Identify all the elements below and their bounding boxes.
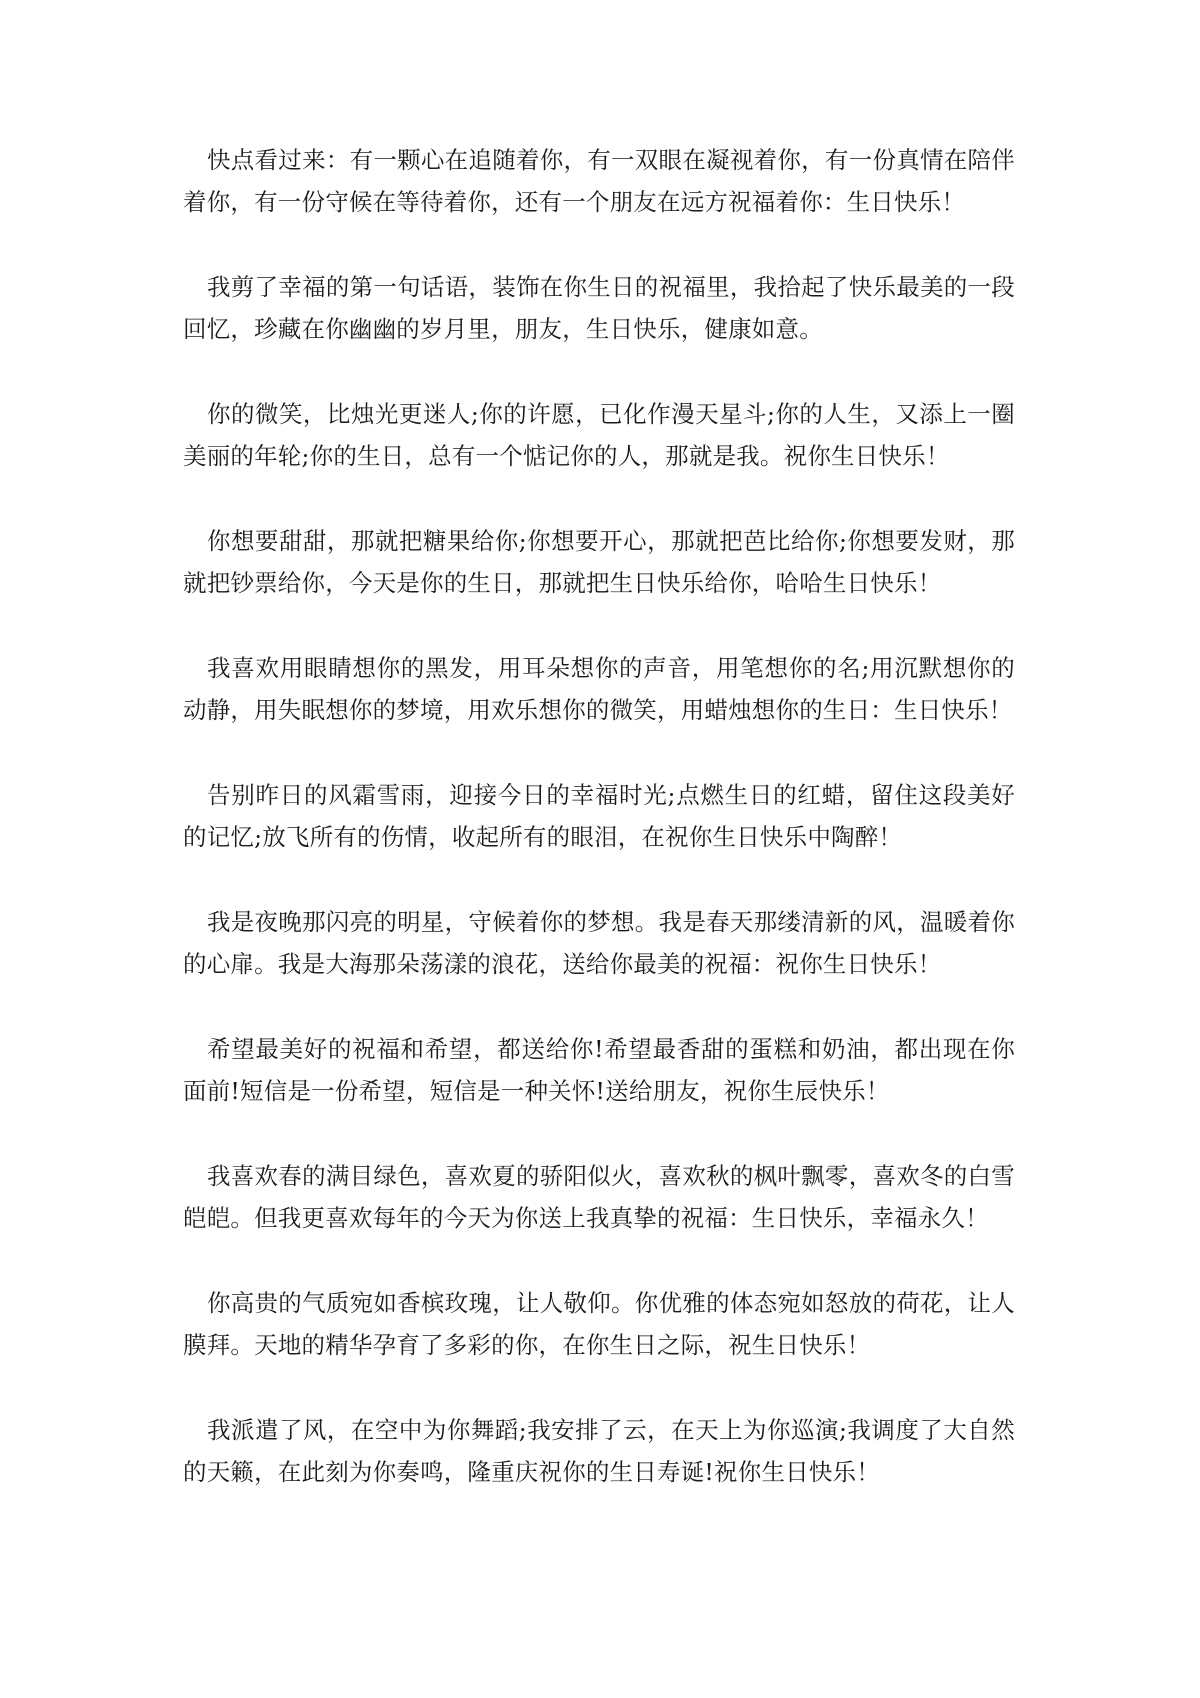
paragraph: 我是夜晚那闪亮的明星，守候着你的梦想。我是春天那缕清新的风，温暖着你的心扉。我是大海那朵荡漾的浪花，送给你最美的祝福：祝你生日快乐！ bbox=[183, 908, 1015, 978]
paragraph: 快点看过来：有一颗心在追随着你，有一双眼在凝视着你，有一份真情在陪伴着你，有一份守候在等待着你，还有一个朋友在远方祝福着你：生日快乐！ bbox=[183, 146, 1015, 216]
paragraph: 我喜欢春的满目绿色，喜欢夏的骄阳似火，喜欢秋的枫叶飘零，喜欢冬的白雪皑皑。但我更喜欢每年的今天为你送上我真挚的祝福：生日快乐，幸福永久！ bbox=[183, 1162, 1015, 1232]
paragraph: 你想要甜甜，那就把糖果给你;你想要开心，那就把芭比给你;你想要发财，那就把钞票给你，今天是你的生日，那就把生日快乐给你，哈哈生日快乐！ bbox=[183, 527, 1015, 597]
paragraph: 你高贵的气质宛如香槟玫瑰，让人敬仰。你优雅的体态宛如怒放的荷花，让人膜拜。天地的精华孕育了多彩的你，在你生日之际，祝生日快乐！ bbox=[183, 1289, 1015, 1359]
paragraph: 我剪了幸福的第一句话语，装饰在你生日的祝福里，我拾起了快乐最美的一段回忆，珍藏在你幽幽的岁月里，朋友，生日快乐，健康如意。 bbox=[183, 273, 1015, 343]
paragraph: 我派遣了风，在空中为你舞蹈;我安排了云，在天上为你巡演;我调度了大自然的天籁，在此刻为你奏鸣，隆重庆祝你的生日寿诞!祝你生日快乐！ bbox=[183, 1416, 1015, 1486]
paragraph: 告别昨日的风霜雪雨，迎接今日的幸福时光;点燃生日的红蜡，留住这段美好的记忆;放飞所有的伤情，收起所有的眼泪，在祝你生日快乐中陶醉！ bbox=[183, 781, 1015, 851]
document-body bbox=[183, 139, 1015, 1536]
paragraph: 你的微笑，比烛光更迷人;你的许愿，已化作漫天星斗;你的人生，又添上一圈美丽的年轮;你的生日，总有一个惦记你的人，那就是我。祝你生日快乐！ bbox=[183, 400, 1015, 470]
paragraph: 我喜欢用眼睛想你的黑发，用耳朵想你的声音，用笔想你的名;用沉默想你的动静，用失眠想你的梦境，用欢乐想你的微笑，用蜡烛想你的生日：生日快乐！ bbox=[183, 654, 1015, 724]
paragraph: 希望最美好的祝福和希望，都送给你!希望最香甜的蛋糕和奶油，都出现在你面前!短信是一份希望，短信是一种关怀!送给朋友，祝你生辰快乐！ bbox=[183, 1035, 1015, 1105]
